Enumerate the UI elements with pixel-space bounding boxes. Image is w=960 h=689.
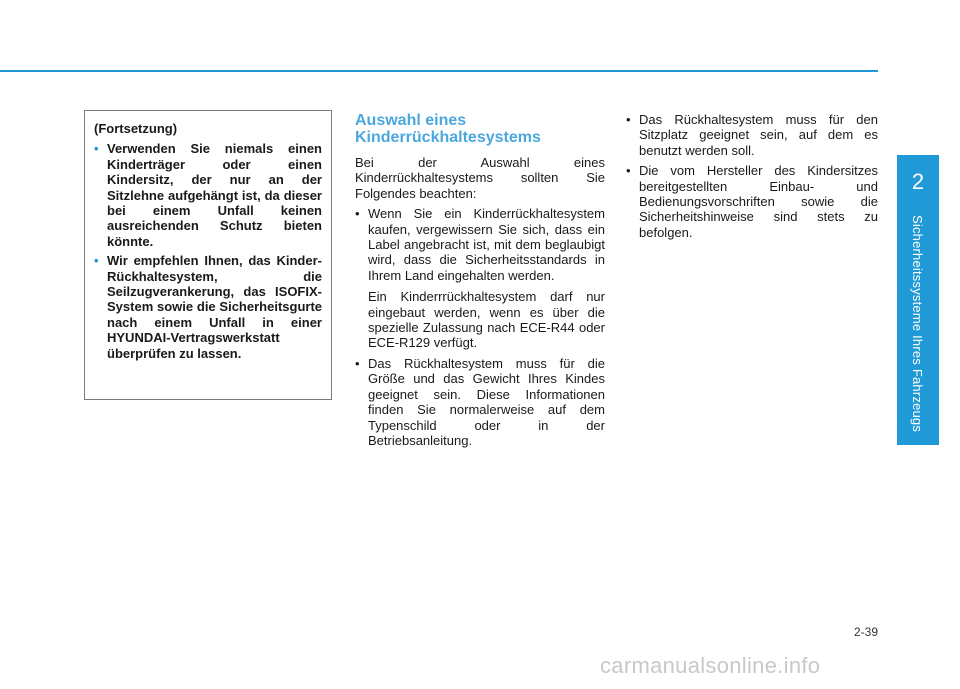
- list-item-text: Das Rückhaltesystem muss für die Größe und das Gewicht Ihres Kindes geeignet sein. Diese Informationen finden Sie normalerweise auf dem Typenschild oder in der Betriebsanleitung.: [368, 355, 605, 448]
- list-item: [626, 112, 878, 158]
- chapter-number: 2: [911, 169, 925, 194]
- list-item: [355, 206, 605, 351]
- warning-item: [94, 253, 322, 361]
- warning-item-text: Verwenden Sie niemals einen Kinderträger oder einen Kindersitz, der nur an der Sitzlehne aufgehängt ist, da dieser bei einem Unfall keinen ausreichenden Schutz bieten könnte.: [107, 141, 322, 249]
- list-item-text: Das Rückhaltesystem muss für den Sitzplatz geeignet sein, auf dem es benutzt werden soll.: [639, 112, 878, 158]
- chapter-title: Sicherheitssysteme Ihres Fahrzeugs: [910, 215, 925, 433]
- bullet-icon: •: [355, 206, 360, 222]
- list-item-subparagraph: Ein Kinderrrückhaltesystem darf nur eingebaut werden, wenn es über die spezielle Zulassung nach ECE-R44 oder ECE-R129 verfügt.: [368, 289, 605, 351]
- list-item-text: Die vom Hersteller des Kindersitzes bereitgestellten Einbau- und Bedienungsvorschriften sowie die Sicherheitshinweise sind stets zu befolgen.: [639, 163, 878, 240]
- list-item: [626, 163, 878, 240]
- list-item-text: Wenn Sie ein Kinderrückhaltesystem kaufen, vergewissern Sie sich, dass ein Label angebracht ist, mit dem beglaubigt wird, dass die Sicherheitsstandards in Ihrem Land eingehalten werden.: [368, 206, 605, 283]
- section-intro: Bei der Auswahl eines Kinderrückhaltesystems sollten Sie Folgendes beachten:: [355, 155, 605, 201]
- warning-item-text: Wir empfehlen Ihnen, das Kinder-Rückhaltesystem, die Seilzugverankerung, das ISOFIX-System sowie die Sicherheitsgurte nach einem Unfall in einer HYUNDAI-Vertragswerkstatt überprüfen zu lassen.: [107, 253, 322, 361]
- bullet-icon: •: [626, 163, 631, 179]
- warning-item: [94, 141, 322, 249]
- page-number: 2-39: [853, 625, 878, 639]
- right-column: [626, 112, 878, 245]
- bullet-icon: •: [355, 355, 360, 371]
- list-item: [355, 356, 605, 448]
- bullet-icon: •: [94, 253, 99, 269]
- bullet-icon: •: [626, 112, 631, 127]
- chapter-tab: [897, 155, 939, 445]
- section-heading: Auswahl eines Kinderrückhaltesystems: [355, 112, 541, 146]
- warning-list: [94, 141, 322, 361]
- watermark: carmanualsonline.info: [600, 653, 821, 678]
- top-rule: [0, 70, 878, 72]
- requirement-list-continued: [626, 112, 878, 240]
- requirement-list: [355, 206, 605, 448]
- main-column: [355, 112, 605, 453]
- warning-box-title: (Fortsetzung): [94, 121, 178, 136]
- bullet-icon: •: [94, 141, 99, 157]
- warning-box: [84, 110, 332, 400]
